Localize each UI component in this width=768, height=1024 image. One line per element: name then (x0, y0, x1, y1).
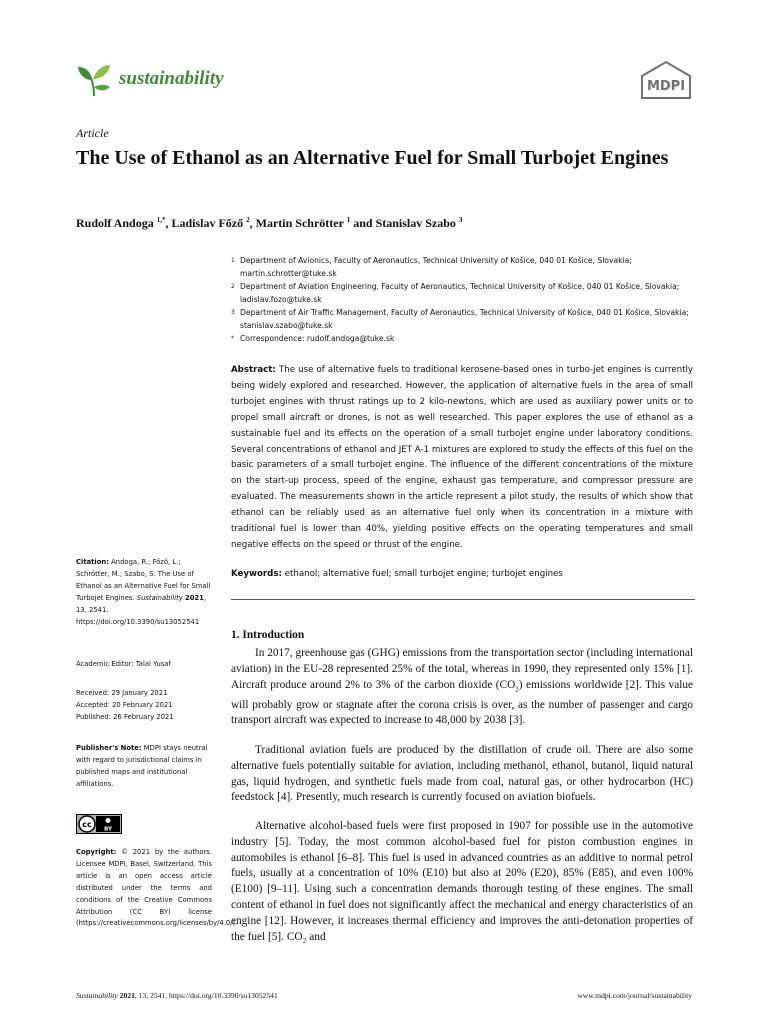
paragraph-text: ) emissions worldwide [2]. This value will probably grow or stagnate after the corona crisis is over, as the number of passenger and cargo transport aircraft was expected to increase to 48,000 by 2038 [3]. (231, 678, 694, 727)
citation-year: 2021 (184, 593, 204, 602)
citation-block (76, 557, 212, 628)
correspondence-text: Correspondence: rudolf.andoga@tuke.sk (240, 334, 395, 343)
author-name: Stanislav Szabo (375, 216, 456, 230)
correspondence (231, 333, 697, 346)
author-affil: 3 (458, 216, 463, 224)
paragraph-2: Traditional aviation fuels are produced by the distillation of crude oil. There are also some alternative fuels potentially suitable for aviation, including methanol, ethanol, butanol, liquid natural gas, liquid hydrogen, and synthetic fuels made from coal, natural gas, or other hydrocarbon (HC) feedstock [4]. Presently, much research is currently focused on aviation biofuels. (231, 744, 693, 804)
keywords-text: ethanol; alternative fuel; small turbojet engine; turbojet engines (284, 569, 563, 579)
academic-editor: Academic Editor: Talal Yusaf (76, 660, 171, 668)
paragraph-1 (231, 646, 693, 729)
citation-journal: Sustainability (136, 593, 183, 602)
section-heading: 1. Introduction (231, 629, 305, 641)
published-date: Published: 26 February 2021 (76, 712, 174, 721)
section-divider (231, 599, 695, 600)
affiliation-1 (231, 255, 697, 281)
author-list: Rudolf Andoga $^{1,*}$, Ladislav Főző $^2$, Martin Schrötter $^1$ and Stanislav Szabo $^3$ (76, 216, 463, 230)
accepted-date: Accepted: 20 February 2021 (76, 700, 173, 709)
paragraph-text: In 2017, greenhouse gas (GHG) emissions from the transportation sector (including international aviation) in the EU-28 represented 25% of the total, whereas in 1990, they represented only 15% [1]. Aircraft produce around 2% to 3% of the carbon dioxide (CO (231, 647, 693, 691)
mdpi-logo-text: MDPI (646, 79, 686, 94)
keywords (231, 569, 693, 579)
keywords-label: Keywords: (231, 569, 282, 579)
author-affil: 1 (346, 216, 351, 224)
citation-text: Andoga, R.; Főző, L.; Schrötter, M.; Szabo, S. The Use of Ethanol as an Alternative Fuel for Small Turbojet Engines. (76, 558, 211, 602)
publication-dates (76, 688, 212, 724)
journal-name: sustainability (119, 68, 224, 89)
affiliation-text: Department of Aviation Engineering, Faculty of Aeronautics, Technical University of Košice, 040 01 Košice, Slovakia; ladislav.fozo@tuke.sk (240, 282, 680, 304)
affiliation-number: * (231, 335, 234, 342)
author-name: Martin Schrötter (255, 216, 344, 230)
affiliation-2 (231, 281, 697, 307)
publisher-note (76, 743, 212, 791)
affiliation-number: 3 (231, 309, 235, 316)
author-name: Rudolf Andoga (76, 216, 154, 230)
cc-symbol: cc (82, 820, 92, 829)
author-affil: 1,* (156, 216, 166, 224)
affiliation-number: 2 (231, 283, 235, 290)
affiliation-3 (231, 307, 697, 333)
abstract-label: Abstract: (231, 365, 276, 375)
footer-journal: Sustainability (76, 991, 118, 1000)
by-symbol: BY (104, 826, 112, 833)
journal-url-link[interactable]: www.mdpi.com/journal/sustainability (577, 991, 692, 1000)
copyright (76, 847, 238, 930)
subscript-2: 2 (515, 684, 519, 693)
publisher-note-label: Publisher's Note: (76, 744, 142, 752)
sustainability-leaf-icon (76, 62, 112, 98)
article-title: The Use of Ethanol as an Alternative Fuel for Small Turbojet Engines (76, 147, 669, 169)
cc-by-license-icon[interactable] (76, 814, 122, 834)
publisher-note-text: MDPI stays neutral with regard to jurisdictional claims in published maps and institutional affiliations. (76, 744, 208, 788)
copyright-label: Copyright: (76, 848, 117, 856)
abstract (231, 363, 693, 554)
paragraph-3: Alternative alcohol-based fuels were first proposed in 1907 for possible use in the automotive industry [5]. Today, the most common alcohol-based fuel for piston combustion engines in automobiles is ethanol [6–8]. This fuel is used in advanced countries as an additive to normal petrol fuels, usually at a concentration of 10% (E10) but also at 20% (E20), 85% (E85), and even 100% (E100) [9–11]. Using such a concentration demands thorough testing of these engines. The small content of ethanol in fuel does not significantly affect the mechanical and energy characteristics of an engine [12]. However, it increases thermal efficiency and improves the anti-detonation properties of the fuel [5]. CO₂ and (231, 820, 693, 943)
mdpi-logo (640, 60, 692, 100)
author-affil: 2 (246, 216, 250, 224)
author-name: Ladislav Főző (171, 216, 244, 230)
citation-rest: , 13, 2541. https://doi.org/10.3390/su13052541 (76, 593, 207, 626)
received-date: Received: 29 January 2021 (76, 689, 168, 697)
abstract-text: The use of alternative fuels to traditional kerosene-based ones in turbo-jet engines is currently being widely explored and researched. However, the application of alternative fuels in the area of small turbojet engines with thrust ratings up to 2 kilo-newtons, which are used as auxiliary power units or to propel small aircraft or drones, is not as well researched. This paper explores the use of ethanol as a sustainable fuel and its effects on the operation of a small turbojet engine under laboratory conditions. Several concentrations of ethanol and JET A-1 mixtures are explored to study the effects of this fuel on the basic parameters of a small turbojet engine. The influence of the different concentrations of the mixture on the start-up process, speed of the engine, exhaust gas temperature, and compressor pressure are evaluated. The measurements shown in the article represent a pilot study, the results of which show that ethanol can be reliably used as an alternative fuel only when its concentration in a mixture with traditional fuel is lower than 40%, yielding positive effects on the operating temperatures and small negative effects on the speed or thrust of the engine. (231, 365, 693, 550)
article-type: Article (76, 126, 109, 140)
affiliation-text: Department of Air Traffic Management, Faculty of Aeronautics, Technical University of Košice, 040 01 Košice, Slovakia; stanislav.szabo@tuke.sk (240, 308, 689, 330)
footer-year: 2021 (119, 991, 135, 1000)
copyright-text: © 2021 by the authors. Licensee MDPI, Basel, Switzerland. This article is an open access article distributed under the terms and conditions of the Creative Commons Attribution (CC BY) license (https://creativecommons.org/licenses/by/4.0/). (76, 848, 238, 928)
affiliation-text: Department of Avionics, Faculty of Aeronautics, Technical University of Košice, 040 01 Košice, Slovakia; martin.schrotter@tuke.sk (240, 256, 632, 278)
citation-label: Citation: (76, 558, 109, 566)
affiliation-number: 1 (231, 257, 235, 264)
footer-rest: , 13, 2541. https://doi.org/10.3390/su13052541 (134, 991, 278, 1000)
footer-citation (76, 991, 278, 1000)
